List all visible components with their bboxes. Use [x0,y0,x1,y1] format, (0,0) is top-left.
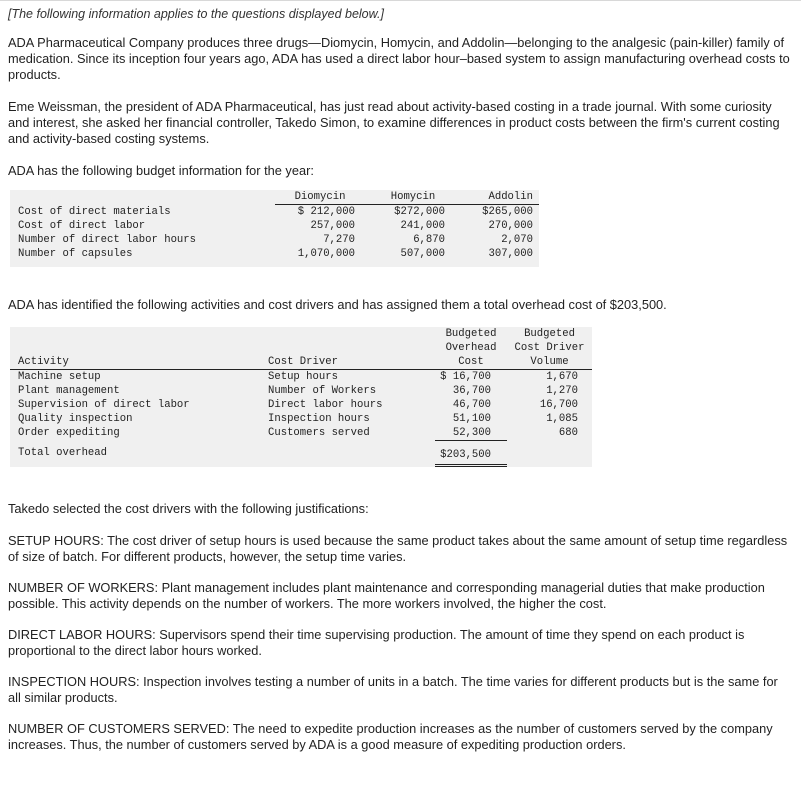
labor-hours-justification: DIRECT LABOR HOURS: Supervisors spend their time supervising production. The amount of time they spend on each product is proportional to the direct labor hours worked. [8,627,745,658]
cell-addolin: 307,000 [488,248,533,260]
head-cost-line1: Budgeted [445,328,497,340]
cell-diomycin: $ 212,000 [297,206,355,218]
activity-name: Machine setup [18,371,101,383]
driver-volume: 1,670 [546,371,578,383]
justifications-intro: Takedo selected the cost drivers with the following justifications: [8,501,369,516]
row-label: Cost of direct labor [18,220,146,232]
head-activity: Activity [10,355,268,370]
overhead-cost: $ 16,700 [440,371,491,383]
col-header-addolin: Addolin [451,190,539,205]
table-row [10,398,592,412]
inspection-justification: INSPECTION HOURS: Inspection involves testing a number of units in a batch. The time varies for different products but is the same for all similar products. [8,674,778,705]
total-row [10,441,592,466]
cell-homycin: 6,870 [413,234,445,246]
table-row [10,370,592,385]
cell-homycin: $272,000 [394,206,445,218]
cell-diomycin: 1,070,000 [297,248,355,260]
intro-paragraph: ADA Pharmaceutical Company produces three drugs—Diomycin, Homycin, and Addolin—belonging to the analgesic (pain-killer) family of medication. Since its inception four years ago, ADA has used a direct labor hour–based system to assign manufacturing overhead costs to products. [8,35,790,82]
head-volume-line1: Budgeted [524,328,575,340]
cost-driver: Number of Workers [268,385,377,397]
table-row [10,233,539,247]
total-label: Total overhead [18,446,108,459]
cost-driver: Direct labor hours [268,399,383,411]
activity-name: Supervision of direct labor [18,399,190,411]
driver-volume: 1,270 [546,385,578,397]
cell-homycin: 241,000 [400,220,445,232]
cost-driver: Customers served [268,427,370,440]
activities-intro: ADA has identified the following activities and cost drivers and has assigned them a total overhead cost of $203,500. [8,297,667,312]
row-label: Number of capsules [18,248,133,260]
activity-table [10,327,592,467]
activity-name: Plant management [18,385,120,397]
driver-volume: 1,085 [546,413,578,425]
table-row [10,412,592,426]
head-driver: Cost Driver [268,355,435,370]
intro-note: [The following information applies to the questions displayed below.] [0,0,801,25]
cell-diomycin: 7,270 [323,234,355,246]
overhead-cost: 36,700 [452,385,491,397]
cost-driver: Inspection hours [268,413,370,425]
table-row [10,219,539,233]
driver-volume: 680 [558,427,578,440]
president-paragraph: Eme Weissman, the president of ADA Pharmaceutical, has just read about activity-based costing in a trade journal. With some curiosity and interest, she asked her financial controller, Takedo Simon, to examine differences in product costs between the firm's current costing and activity-based costing systems. [8,99,780,146]
overhead-cost: 51,100 [452,413,491,425]
cell-addolin: $265,000 [482,206,533,218]
budget-table-wrapper [0,190,801,267]
cell-homycin: 507,000 [400,248,445,260]
setup-hours-justification: SETUP HOURS: The cost driver of setup hours is used because the same product takes about the same amount of setup time regardless of size of batch. For different products, however, the setup time varies. [8,533,788,564]
col-header-homycin: Homycin [365,190,451,205]
table-row [10,205,539,220]
cell-diomycin: 257,000 [310,220,355,232]
activity-name: Quality inspection [18,413,133,425]
overhead-cost: 46,700 [452,399,491,411]
head-cost-line3: Cost [435,355,507,370]
row-label: Number of direct labor hours [18,234,197,246]
col-header-diomycin: Diomycin [275,190,365,205]
driver-volume: 16,700 [539,399,578,411]
head-volume-line3: Volume [507,355,592,370]
activity-table-wrapper [0,327,801,467]
total-value: $203,500 [435,441,507,466]
budget-intro: ADA has the following budget information for the year: [8,163,314,178]
workers-justification: NUMBER OF WORKERS: Plant management includes plant maintenance and corresponding managerial duties that make production possible. This activity depends on the number of workers. The more workers involved, the higher the cost. [8,580,765,611]
table-row [10,247,539,267]
head-cost-line2: Overhead [445,342,497,354]
table-row [10,384,592,398]
cell-addolin: 2,070 [501,234,533,246]
cell-addolin: 270,000 [488,220,533,232]
overhead-cost: 52,300 [435,426,507,441]
activity-name: Order expediting [18,427,120,440]
budget-table [10,190,539,267]
table-row [10,426,592,441]
cost-driver: Setup hours [268,371,338,383]
row-label: Cost of direct materials [18,205,171,218]
head-volume-line2: Cost Driver [514,342,585,354]
customers-justification: NUMBER OF CUSTOMERS SERVED: The need to expedite production increases as the number of customers served by the company increases. Thus, the number of customers served by ADA is a good measure of expediting production orders. [8,721,773,752]
